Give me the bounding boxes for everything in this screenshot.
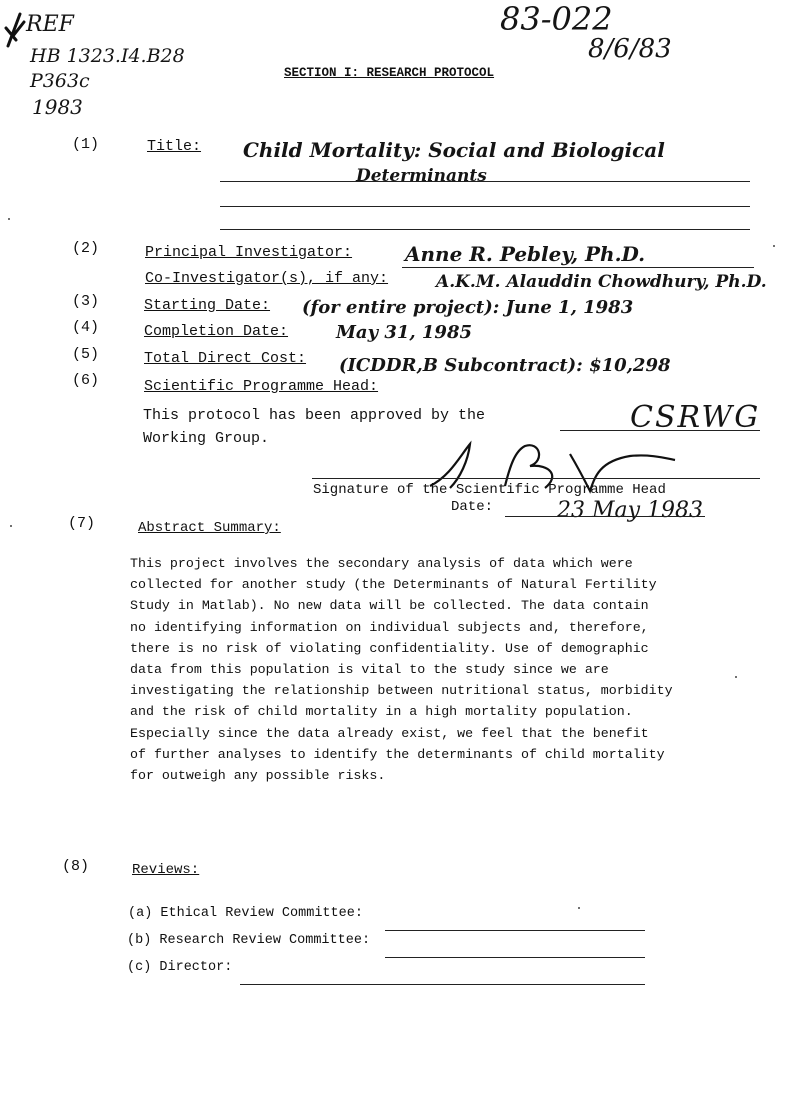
approval-group-value: CSRWG bbox=[630, 400, 761, 435]
title-rule-3 bbox=[220, 229, 750, 230]
coi-label: Co-Investigator(s), if any: bbox=[145, 270, 389, 287]
item-number-7: (7) bbox=[68, 515, 96, 532]
title-label: Title: bbox=[147, 138, 202, 155]
start-label: Starting Date: bbox=[144, 297, 271, 314]
title-rule-2 bbox=[220, 206, 750, 207]
abstract-line: for outweigh any possible risks. bbox=[130, 768, 386, 784]
review-item-director: (c) Director: bbox=[127, 960, 233, 975]
signature-rule bbox=[312, 478, 760, 479]
pi-label: Principal Investigator: bbox=[145, 244, 353, 261]
abstract-line: This project involves the secondary analysis of data which were bbox=[130, 556, 633, 571]
item-number-8: (8) bbox=[62, 858, 90, 875]
date-stamp: 8/6/83 bbox=[588, 34, 672, 64]
abstract-line: there is no risk of violating confidentiality. Use of demographic bbox=[130, 640, 649, 656]
abstract-line: collected for another study (the Determinants of Natural Fertility bbox=[130, 577, 657, 593]
abstract-line: and the risk of child mortality in a high mortality population. bbox=[130, 704, 633, 720]
abstract-line: Especially since the data already exist, we feel that the benefit bbox=[130, 725, 649, 741]
scan-speck bbox=[8, 218, 10, 220]
scan-speck bbox=[773, 245, 775, 247]
item-number-2: (2) bbox=[72, 240, 100, 257]
protocol-number: 83-022 bbox=[500, 0, 613, 38]
reviews-label: Reviews: bbox=[132, 862, 200, 878]
ref-line-3: P363c bbox=[30, 70, 90, 92]
cost-value: (ICDDR,B Subcontract): $10,298 bbox=[339, 355, 671, 376]
completion-label: Completion Date: bbox=[144, 323, 289, 340]
abstract-line: data from this population is vital to the study since we are bbox=[130, 662, 609, 678]
approval-date-rule bbox=[505, 516, 705, 517]
abstract-line: Study in Matlab). No new data will be collected. The data contain bbox=[130, 598, 649, 614]
review-rule-research bbox=[385, 957, 645, 958]
abstract-line: investigating the relationship between nutritional status, morbidity bbox=[130, 683, 673, 699]
approval-date-label: Date: bbox=[451, 499, 494, 515]
title-value-line1: Child Mortality: Social and Biological bbox=[243, 138, 665, 162]
scan-speck bbox=[578, 907, 580, 909]
ref-line-2: HB 1323.I4.B28 bbox=[30, 45, 185, 67]
scan-speck bbox=[10, 525, 12, 527]
abstract-line: no identifying information on individual subjects and, therefore, bbox=[130, 619, 649, 635]
review-item-research: (b) Research Review Committee: bbox=[127, 933, 371, 948]
sph-label: Scientific Programme Head: bbox=[144, 378, 379, 395]
item-number-1: (1) bbox=[72, 136, 100, 153]
cost-label: Total Direct Cost: bbox=[144, 350, 307, 367]
pi-rule bbox=[402, 267, 754, 268]
completion-value: May 31, 1985 bbox=[336, 322, 472, 343]
abstract-body bbox=[130, 553, 740, 786]
title-value-line2: Determinants bbox=[356, 166, 487, 186]
start-value: (for entire project): June 1, 1983 bbox=[302, 297, 634, 318]
scan-speck bbox=[735, 676, 737, 678]
item-number-5: (5) bbox=[72, 346, 100, 363]
abstract-line: of further analyses to identify the determinants of child mortality bbox=[130, 746, 665, 762]
ref-line-1: REF bbox=[26, 12, 74, 37]
pi-value: Anne R. Pebley, Ph.D. bbox=[405, 242, 646, 266]
item-number-3: (3) bbox=[72, 293, 100, 310]
review-rule-director bbox=[240, 984, 645, 985]
signature-label: Signature of the Scientific Programme Head bbox=[313, 482, 666, 498]
item-number-6: (6) bbox=[72, 372, 100, 389]
review-item-ethical: (a) Ethical Review Committee: bbox=[128, 906, 363, 921]
section-heading: SECTION I: RESEARCH PROTOCOL bbox=[284, 66, 495, 80]
review-rule-ethical bbox=[385, 930, 645, 931]
approval-line-2: Working Group. bbox=[143, 430, 270, 447]
approval-line-1: This protocol has been approved by the bbox=[143, 407, 486, 424]
ref-line-4: 1983 bbox=[32, 95, 83, 119]
approval-group-rule bbox=[560, 430, 760, 431]
stamp-mark-icon bbox=[4, 10, 26, 50]
approval-date-value: 23 May 1983 bbox=[557, 498, 704, 523]
coi-value: A.K.M. Alauddin Chowdhury, Ph.D. bbox=[436, 272, 767, 292]
abstract-label: Abstract Summary: bbox=[138, 520, 281, 536]
item-number-4: (4) bbox=[72, 319, 100, 336]
